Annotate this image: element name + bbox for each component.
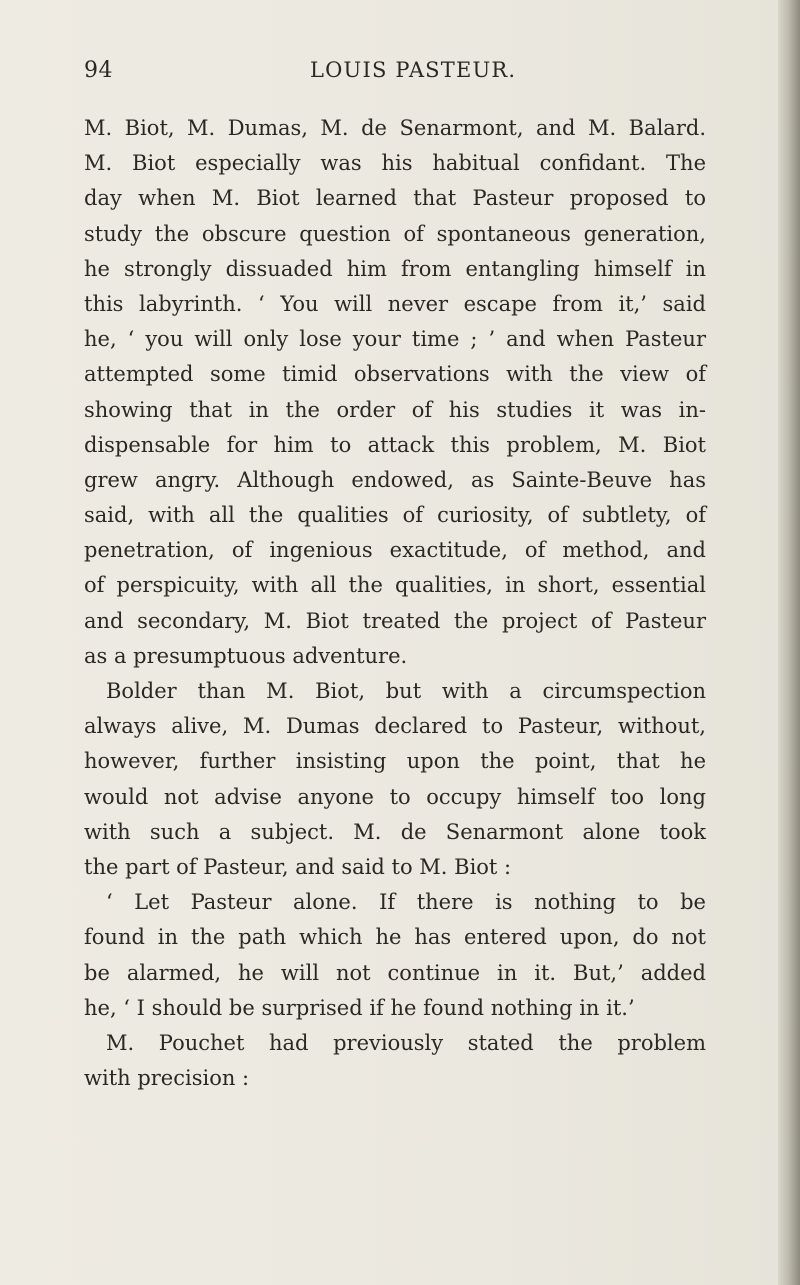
page-header [84, 58, 706, 88]
text-line: he, ‘ you will only lose your time ; ’ and when Pasteur [84, 327, 706, 352]
text-line: with precision : [84, 1066, 250, 1091]
text-line: Bolder than M. Biot, but with a circumspection [106, 679, 706, 703]
text-line: the part of Pasteur, and said to M. Biot : [84, 854, 512, 879]
text-line: be alarmed, he will not continue in it. But,’ added [84, 960, 706, 985]
text-line: ‘ Let Pasteur alone. If there is nothing to be [106, 890, 706, 915]
text-line: found in the path which he has entered upon, do not [84, 925, 706, 950]
text-line: of perspicuity, with all the qualities, in short, essential [84, 573, 706, 598]
text-line: this labyrinth. ‘ You will never escape from it,’ said [84, 291, 706, 316]
text-line: he, ‘ I should be surprised if he found nothing in it.’ [84, 995, 635, 1020]
text-line: always alive, M. Dumas declared to Pasteur, without, [84, 714, 706, 739]
text-line: would not advise anyone to occupy himself too long [84, 784, 706, 809]
text-line: with such a subject. M. de Senarmont alone took [84, 819, 706, 844]
text-line: he strongly dissuaded him from entangling himself in [84, 256, 706, 281]
text-line: penetration, of ingenious exactitude, of method, and [84, 538, 706, 563]
text-line: and secondary, M. Biot treated the project of Pasteur [84, 608, 706, 633]
text-line: grew angry. Although endowed, as Sainte-Beuve has [84, 467, 706, 492]
text-line: M. Biot especially was his habitual confidant. The [84, 151, 706, 176]
text-line: said, with all the qualities of curiosity, of subtlety, of [84, 503, 706, 528]
text-line: dispensable for him to attack this problem, M. Biot [84, 432, 706, 457]
page-number: 94 [84, 58, 113, 83]
text-line: however, further insisting upon the point, that he [84, 749, 706, 774]
running-head: LOUIS PASTEUR. [310, 58, 517, 82]
text-line: study the obscure question of spontaneous generation, [84, 221, 706, 246]
text-line: showing that in the order of his studies it was in- [84, 397, 706, 422]
text-line: as a presumptuous adventure. [84, 643, 408, 668]
text-line: M. Pouchet had previously stated the problem [106, 1030, 706, 1055]
text-line: attempted some timid observations with the view of [84, 362, 706, 387]
text-line: day when M. Biot learned that Pasteur proposed to [84, 186, 706, 211]
text-line: M. Biot, M. Dumas, M. de Senarmont, and M. Balard. [84, 116, 706, 140]
body-text [84, 111, 706, 1096]
book-spine-edge [778, 0, 800, 1285]
